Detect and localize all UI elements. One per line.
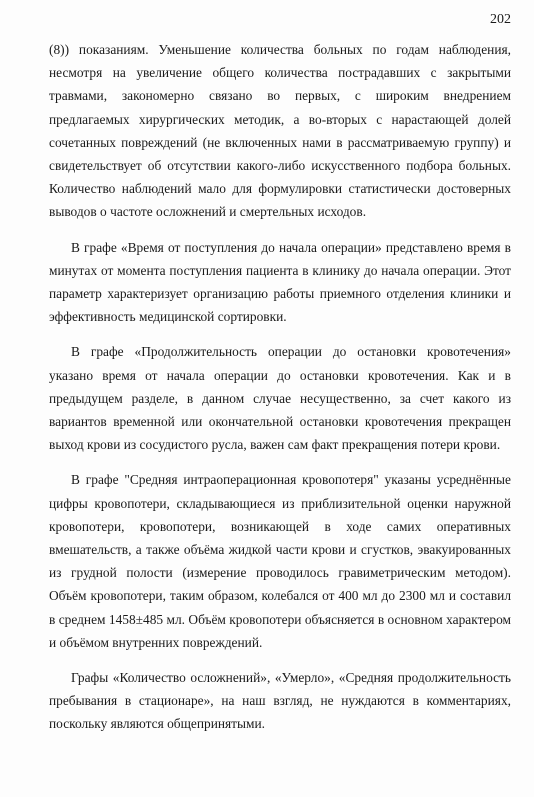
paragraph-blood-loss: В графе "Средняя интраоперационная кровопотеря" указаны усреднённые цифры кровопотери, складывающиеся из приблизительной оценки наружной кровопотери, кровопотери, возникающей в ходе самих оперативных вмешательств, а также объёма жидкой части крови и сгустков, эвакуированных из грудной полости (измерение проводилось гравиметрическим методом). Объём кровопотери, таким образом, колебался от 400 мл до 2300 мл и составил в среднем 1458±485 мл. Объём кровопотери объясняется в основном характером и объёмом внутренних повреждений. <box>49 472 511 650</box>
page-number: 202 <box>490 12 511 27</box>
paragraph-other-columns: Графы «Количество осложнений», «Умерло», «Средняя продолжительность пребывания в стационаре», на наш взгляд, не нуждаются в комментариях, поскольку являются общепринятыми. <box>49 670 511 732</box>
paragraph-operation-duration: В графе «Продолжительность операции до остановки кровотечения» указано время от начала операции до остановки кровотечения. Как и в предыдущем разделе, в данном случае несущественно, за счет какого из вариантов временной или окончательной остановки кровотечения прекращен выход крови из сосудистого русла, важен сам факт прекращения потери крови. <box>49 344 511 453</box>
body-text <box>49 38 511 736</box>
paragraph-continuation: (8)) показаниям. Уменьшение количества больных по годам наблюдения, несмотря на увеличение общего количества пострадавших с закрытыми травмами, закономерно связано во первых, с широким внедрением предлагаемых хирургических методик, а во-вторых с нарастающей долей сочетанных повреждений (не включенных нами в рассматриваемую группу) и свидетельствует об отсутствии какого-либо искусственного подбора больных. Количество наблюдений мало для формулировки статистически достоверных выводов о частоте осложнений и смертельных исходов. <box>49 42 511 220</box>
paragraph-admission-time: В графе «Время от поступления до начала операции» представлено время в минутах от момента поступления пациента в клинику до начала операции. Этот параметр характеризует организацию работы приемного отделения клиники и эффективность медицинской сортировки. <box>49 239 511 325</box>
